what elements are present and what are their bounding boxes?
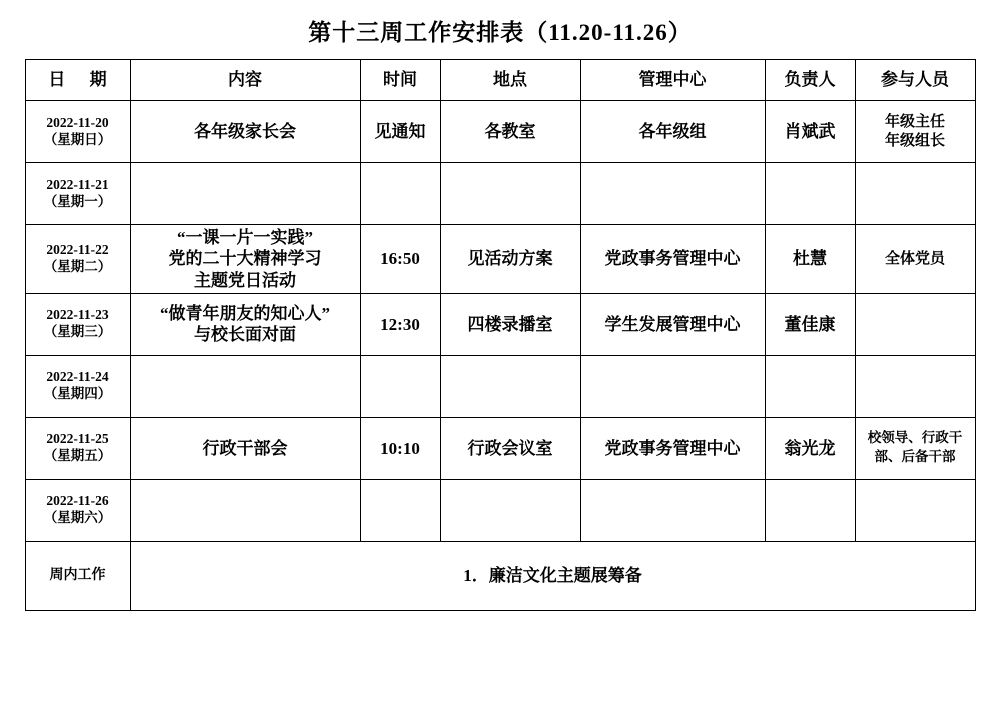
content-line-1: 各年级家长会 [194,121,296,141]
cell-place: 行政会议室 [440,417,580,479]
cell-owner [765,163,855,225]
column-header-center: 管理中心 [580,60,765,101]
table-row [25,163,975,225]
cell-people [855,293,975,355]
column-header-content: 内容 [130,60,360,101]
cell-time: 16:50 [360,225,440,294]
people-line-1: 校领导、行政干 [867,430,963,446]
weekly-work-label: 周内工作 [25,541,130,610]
cell-place: 见活动方案 [440,225,580,294]
cell-center [580,355,765,417]
cell-content [130,355,360,417]
people-line-1: 全体党员 [884,250,945,267]
date-line-1: 2022-11-21 [46,176,109,192]
cell-people [855,101,975,163]
people-line-2: 年级组长 [884,132,945,149]
content-line-1: “做青年朋友的知心人” [160,304,330,323]
column-header-date: 日 期 [25,60,130,101]
weekly-work-row [25,541,975,610]
people-line-1: 年级主任 [884,113,945,130]
table-row [25,225,975,294]
date-line-1: 2022-11-23 [46,307,109,323]
cell-content [130,479,360,541]
people-line-2: 部、后备干部 [874,449,956,465]
content-line-2: 与校长面对面 [194,325,296,345]
cell-center: 党政事务管理中心 [580,225,765,294]
cell-people [855,163,975,225]
column-header-place: 地点 [440,60,580,101]
cell-content [130,163,360,225]
date-line-2: （星期三） [43,324,112,340]
table-header-row [25,60,975,101]
weekly-schedule-table [25,59,976,611]
table-body [25,101,975,611]
content-line-1: 行政干部会 [202,438,288,458]
date-line-1: 2022-11-24 [46,369,109,385]
cell-owner: 董佳康 [765,293,855,355]
date-line-1: 2022-11-20 [46,114,109,130]
cell-owner [765,479,855,541]
cell-place [440,479,580,541]
date-line-2: （星期四） [43,386,112,402]
cell-owner: 翁光龙 [765,417,855,479]
cell-date [25,355,130,417]
table-row [25,479,975,541]
cell-center [580,479,765,541]
cell-place [440,163,580,225]
date-line-2: （星期二） [43,258,112,274]
cell-place: 各教室 [440,101,580,163]
cell-date [25,101,130,163]
table-header [25,60,975,101]
cell-owner [765,355,855,417]
cell-content [130,225,360,294]
cell-people [855,417,975,479]
cell-center: 各年级组 [580,101,765,163]
column-header-owner: 负责人 [765,60,855,101]
content-line-2: 党的二十大精神学习 [168,249,322,269]
cell-owner: 肖斌武 [765,101,855,163]
cell-content [130,101,360,163]
date-line-2: （星期日） [43,131,112,147]
document-page [0,14,1000,714]
date-line-1: 2022-11-26 [46,493,109,509]
table-row [25,101,975,163]
content-line-3: 主题党日活动 [194,270,296,290]
column-header-time: 时间 [360,60,440,101]
cell-time [360,479,440,541]
cell-time: 12:30 [360,293,440,355]
cell-content [130,293,360,355]
table-row [25,355,975,417]
date-line-2: （星期五） [43,448,112,464]
column-header-people: 参与人员 [855,60,975,101]
table-row [25,417,975,479]
date-line-2: （星期一） [43,193,112,209]
cell-time [360,355,440,417]
date-line-1: 2022-11-25 [46,431,109,447]
cell-place [440,355,580,417]
cell-place: 四楼录播室 [440,293,580,355]
cell-center: 党政事务管理中心 [580,417,765,479]
cell-date [25,163,130,225]
cell-center: 学生发展管理中心 [580,293,765,355]
date-line-2: （星期六） [43,510,112,526]
cell-time: 10:10 [360,417,440,479]
cell-people [855,479,975,541]
date-line-1: 2022-11-22 [46,242,109,257]
cell-date [25,479,130,541]
cell-date [25,293,130,355]
cell-date [25,417,130,479]
cell-people [855,355,975,417]
cell-content [130,417,360,479]
content-line-1: “一课一片一实践” [177,228,313,247]
page-title: 第十三周工作安排表（11.20-11.26） [308,20,692,45]
cell-time [360,163,440,225]
cell-time: 见通知 [360,101,440,163]
cell-center [580,163,765,225]
weekly-work-content: 1．廉洁文化主题展筹备 [130,541,975,610]
cell-date [25,225,130,294]
cell-owner: 杜慧 [765,225,855,294]
table-row [25,293,975,355]
cell-people [855,225,975,294]
